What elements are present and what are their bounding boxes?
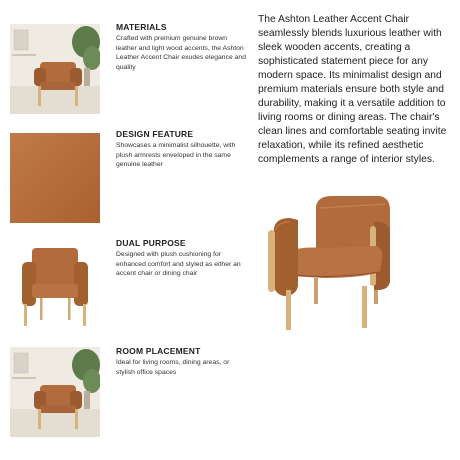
feature-description: Ideal for living rooms, dining areas, or stylish office spaces <box>116 359 230 376</box>
product-description: The Ashton Leather Accent Chair seamlessly blends luxurious leather with sleek wooden accents, creating a sophisticated statement piece for any modern space. Its minimalist design and premium materials ensure both style and durability, making it a versatile addition to living rooms or dining areas. The chair's clean lines and comfortable seating invite relaxation, while its refined aesthetic complements a range of interior styles. <box>258 14 447 165</box>
feature-description: Showcases a minimalist silhouette, with plush armrests enveloped in the same genuine leather <box>116 142 236 169</box>
feature-dual-purpose <box>116 238 248 279</box>
room-scene-illustration <box>10 347 100 437</box>
feature-description: Designed with plush cushioning for enhanced comfort and styled as either an accent chair or dining chair <box>116 251 241 278</box>
leather-swatch-photo <box>10 133 100 223</box>
feature-title: MATERIALS <box>116 22 167 32</box>
materials-room-photo <box>10 24 100 114</box>
feature-description: Crafted with premium genuine brown leather and light wood accents, the Ashton Leather Accent Chair exudes elegance and quality <box>116 35 246 71</box>
feature-room-placement <box>116 346 248 377</box>
leather-texture <box>10 133 100 223</box>
chair-front-photo <box>10 240 100 330</box>
chair-angle-illustration <box>262 186 402 334</box>
feature-materials <box>116 22 248 72</box>
room-placement-photo <box>10 347 100 437</box>
room-scene-illustration <box>10 24 100 114</box>
hero-chair-photo <box>262 186 402 334</box>
feature-title: DUAL PURPOSE <box>116 238 186 248</box>
feature-title: ROOM PLACEMENT <box>116 346 201 356</box>
feature-title: DESIGN FEATURE <box>116 129 194 139</box>
feature-design <box>116 129 248 170</box>
chair-front-illustration <box>10 240 100 330</box>
